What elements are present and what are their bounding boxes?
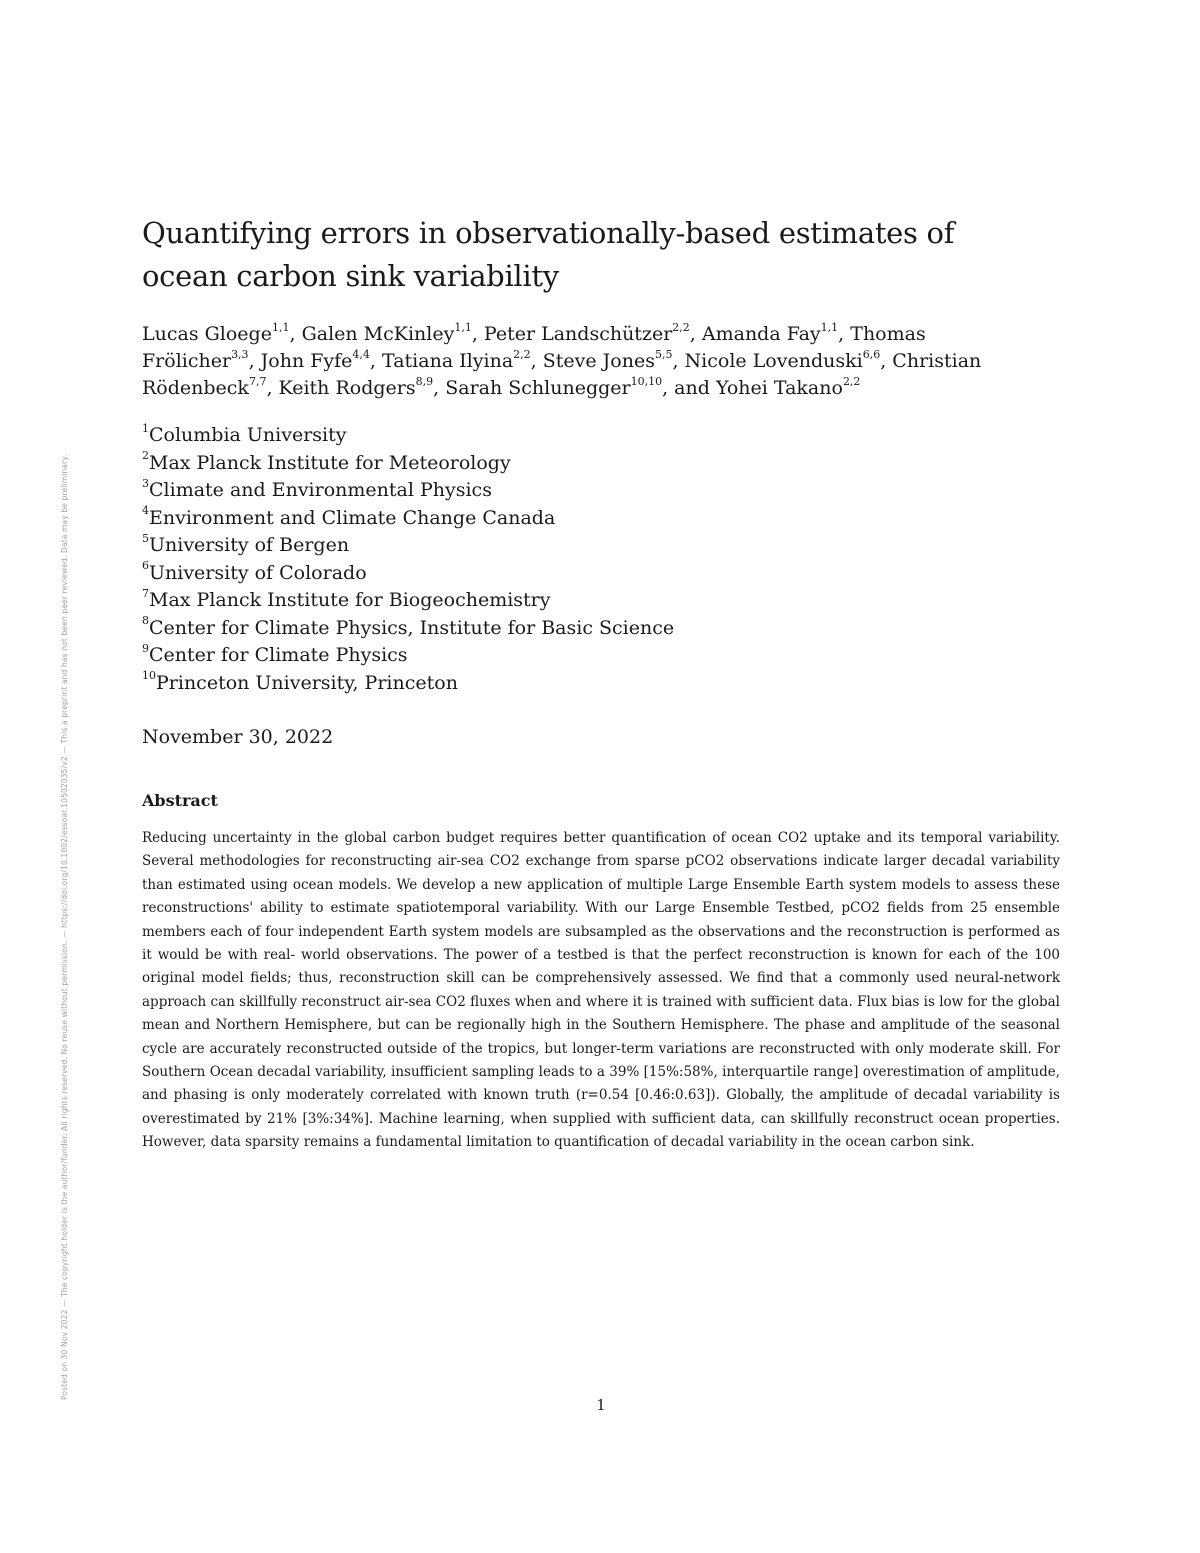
author-name: John Fyfe bbox=[260, 350, 353, 372]
affiliation-number: 6 bbox=[142, 559, 149, 573]
affiliation-item bbox=[142, 532, 1042, 560]
author-separator: , bbox=[289, 323, 302, 345]
author-affiliation-marker: 4,4 bbox=[352, 347, 370, 361]
affiliation-name: University of Bergen bbox=[149, 534, 350, 556]
author-separator: , bbox=[248, 350, 261, 372]
author-affiliation-marker: 8,9 bbox=[415, 374, 434, 388]
author-name: Thomas Frölicher bbox=[142, 323, 926, 372]
author-name: Christian Rödenbeck bbox=[142, 350, 982, 399]
author-name: Amanda Fay bbox=[701, 323, 821, 345]
author-affiliation-marker: 6,6 bbox=[862, 347, 881, 361]
affiliation-item bbox=[142, 477, 1042, 505]
publication-date: November 30, 2022 bbox=[142, 726, 334, 748]
author-name: Sarah Schlunegger bbox=[445, 377, 631, 399]
affiliation-name: University of Colorado bbox=[149, 561, 367, 584]
affiliation-item bbox=[142, 560, 1042, 588]
affiliation-number: 2 bbox=[142, 449, 149, 463]
author-separator: , bbox=[266, 377, 279, 399]
author-affiliation-marker: 2,2 bbox=[672, 320, 690, 334]
affiliation-item bbox=[142, 587, 1042, 615]
author-separator: , bbox=[689, 323, 702, 345]
affiliation-name: Center for Climate Physics, Institute for Basic Science bbox=[149, 616, 675, 639]
affiliation-number: 5 bbox=[142, 531, 149, 545]
author-separator: , bbox=[530, 350, 543, 372]
affiliation-item bbox=[142, 505, 1042, 533]
page-number: 1 bbox=[596, 1396, 606, 1414]
affiliation-number: 8 bbox=[142, 614, 149, 628]
author-name: Nicole Lovenduski bbox=[684, 350, 863, 372]
author-affiliation-marker: 2,2 bbox=[513, 347, 531, 361]
affiliation-item bbox=[142, 642, 1042, 670]
affiliation-item bbox=[142, 450, 1042, 478]
author-affiliation-marker: 1,1 bbox=[820, 320, 839, 334]
abstract-heading: Abstract bbox=[142, 791, 218, 810]
paper-title: Quantifying errors in observationally-based estimates of ocean carbon sink variability bbox=[142, 216, 955, 293]
author-name: Tatiana Ilyina bbox=[382, 350, 514, 372]
affiliation-name: Princeton University, Princeton bbox=[156, 671, 458, 694]
author-name: Keith Rodgers bbox=[278, 377, 416, 399]
affiliation-number: 3 bbox=[142, 476, 149, 490]
author-affiliation-marker: 10,10 bbox=[630, 374, 663, 388]
affiliation-number: 10 bbox=[142, 669, 156, 683]
author-affiliation-marker: 3,3 bbox=[231, 347, 249, 361]
affiliation-number: 4 bbox=[142, 504, 149, 518]
affiliation-item bbox=[142, 422, 1042, 450]
affiliation-name: Center for Climate Physics bbox=[149, 644, 408, 666]
affiliation-number: 1 bbox=[142, 421, 149, 435]
author-affiliation-marker: 5,5 bbox=[654, 347, 673, 361]
affiliation-name: Climate and Environmental Physics bbox=[149, 479, 492, 501]
author-list bbox=[142, 321, 1042, 402]
affiliation-list bbox=[142, 422, 1042, 697]
author-name: Yohei Takano bbox=[715, 377, 843, 399]
author-separator: , bbox=[433, 377, 446, 399]
author-separator: , bbox=[838, 323, 851, 345]
author-separator: , and bbox=[662, 377, 716, 399]
author-affiliation-marker: 1,1 bbox=[454, 320, 472, 334]
author-name: Galen McKinley bbox=[301, 323, 455, 345]
affiliation-number: 7 bbox=[142, 586, 149, 600]
author-separator: , bbox=[369, 350, 383, 372]
affiliation-name: Columbia University bbox=[149, 424, 347, 446]
author-name: Lucas Gloege bbox=[142, 323, 272, 345]
affiliation-name: Max Planck Institute for Biogeochemistry bbox=[149, 589, 551, 611]
author-separator: , bbox=[471, 323, 484, 345]
abstract-text: Reducing uncertainty in the global carbon budget requires better quantification of ocean CO2 uptake and its temporal variability. Several methodologies for reconstructing air-sea CO2 exchange from sparse pCO2 observations indicate larger decadal variability than estimated using ocean models. We develop a new application of multiple Large Ensemble Earth system models to assess these reconstructions' ability to estimate spatiotemporal variability. With our Large Ensemble Testbed, pCO2 fields from 25 ensemble members each of four independent Earth system models are subsampled as the observations and the reconstruction is performed as it would be with real- world observations. The power of a testbed is that the perfect reconstruction is known for each of the 100 original model fields; thus, reconstruction skill can be comprehensively assessed. We find that a commonly used neural-network approach can skillfully reconstruct air-sea CO2 fluxes when and where it is trained with sufficient data. Flux bias is low for the global mean and Northern Hemisphere, but can be regionally high in the Southern Hemisphere. The phase and amplitude of the seasonal cycle are accurately reconstructed outside of the tropics, but longer-term variations are reconstructed with only moderate skill. For Southern Ocean decadal variability, insufficient sampling leads to a 39% [15%:58%, interquartile range] overestimation of amplitude, and phasing is only moderately correlated with known truth (r=0.54 [0.46:0.63]). Globally, the amplitude of decadal variability is overestimated by 21% [3%:34%]. Machine learning, when supplied with sufficient data, can skillfully reconstruct ocean properties. However, data sparsity remains a fundamental limitation to quantification of decadal variability in the ocean carbon sink. bbox=[142, 830, 1060, 1151]
author-affiliation-marker: 7,7 bbox=[248, 374, 267, 388]
preprint-watermark: Posted on 30 Nov 2022 — The copyright holder is the author/funder. All rights reserved. No reuse without permission. — https://doi.org/10.1002/essoar.10502035/v2 — This a preprint and has not been peer reviewed. Data may be preliminary. bbox=[60, 454, 69, 1400]
affiliation-number: 9 bbox=[142, 641, 149, 655]
author-affiliation-marker: 1,1 bbox=[271, 320, 290, 334]
affiliation-item bbox=[142, 670, 1042, 698]
author-affiliation-marker: 2,2 bbox=[842, 374, 861, 388]
author-name: Peter Landschützer bbox=[483, 323, 673, 345]
author-separator: , bbox=[672, 350, 685, 372]
affiliation-item bbox=[142, 615, 1042, 643]
affiliation-name: Max Planck Institute for Meteorology bbox=[149, 451, 511, 474]
author-name: Steve Jones bbox=[542, 350, 655, 372]
affiliation-name: Environment and Climate Change Canada bbox=[149, 506, 556, 529]
author-separator: , bbox=[880, 350, 893, 372]
